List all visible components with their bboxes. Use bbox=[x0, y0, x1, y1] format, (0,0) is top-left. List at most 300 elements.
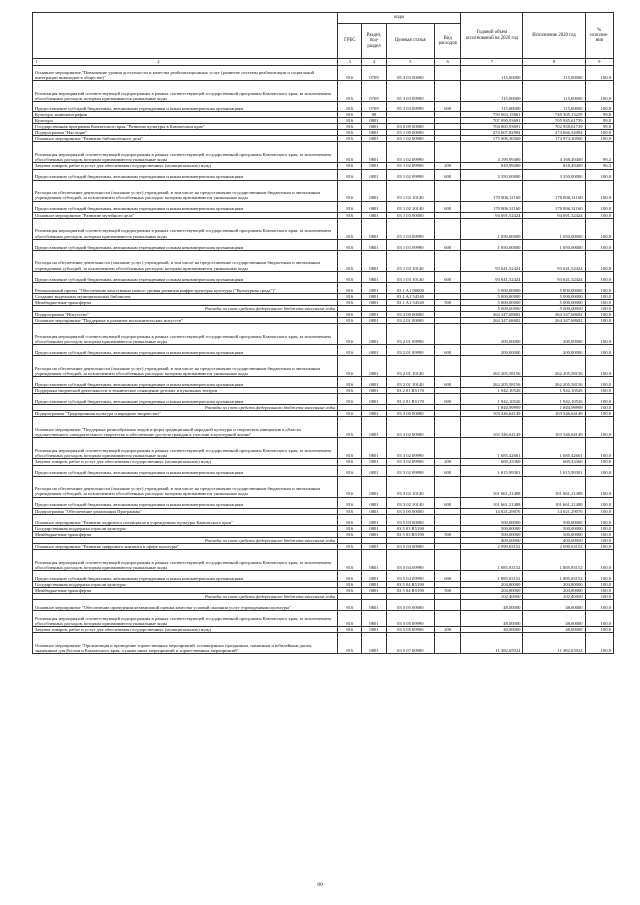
row-pct: 100,0 bbox=[585, 525, 613, 531]
row-target: 03 5 04 00000 bbox=[386, 543, 434, 549]
column-number: 5 bbox=[386, 59, 434, 66]
row-exec: 103 346,64149 bbox=[523, 411, 585, 417]
row-vr bbox=[435, 417, 461, 438]
column-number: 7 bbox=[461, 59, 523, 66]
row-exec: 101 661,21488 bbox=[523, 476, 585, 497]
row-grbs: 816 bbox=[338, 549, 362, 570]
row-grbs: 816 bbox=[338, 345, 362, 356]
row-section: 0801 bbox=[362, 611, 386, 627]
row-plan: 48,00000 bbox=[461, 611, 523, 627]
row-exec: 3 350,00000 bbox=[523, 169, 585, 180]
row-pct: 100,0 bbox=[585, 627, 613, 633]
row-grbs: 816 bbox=[338, 611, 362, 627]
row-exec: 204,80000 bbox=[523, 588, 585, 594]
row-exec: 200,00000 bbox=[523, 345, 585, 356]
header-pct: % исполне-ния bbox=[585, 13, 613, 59]
page-number: 80 bbox=[317, 882, 323, 888]
row-section: 0801 bbox=[362, 570, 386, 581]
row-pct: 100,0 bbox=[585, 239, 613, 250]
header-target: Целевая статья bbox=[386, 24, 434, 59]
row-section: 0801 bbox=[362, 239, 386, 250]
budget-table-page bbox=[32, 12, 614, 654]
row-plan: 101 661,21488 bbox=[461, 497, 523, 508]
row-name: Расходы на обеспечение деятельности (оказание услуг) учреждений, в том числе на предоставление государственным бюджетным и автономным учреждениям субсидий, за исключением обособленных расходов, которым присваиваются уникальные коды bbox=[33, 250, 338, 271]
row-name: Предоставление субсидий бюджетным, автономным учреждениям и иным некоммерческим организациям bbox=[33, 497, 338, 508]
header-codes: коды bbox=[338, 13, 461, 24]
row-target: 03 2 01 10140 bbox=[386, 356, 434, 377]
row-grbs: 816 bbox=[338, 465, 362, 476]
row-pct: 100,0 bbox=[585, 324, 613, 345]
table-row bbox=[33, 438, 614, 459]
row-exec: 200,00000 bbox=[523, 324, 585, 345]
row-target: 03 5 03 00000 bbox=[386, 514, 434, 525]
row-target: 03 1 03 10140 bbox=[386, 271, 434, 282]
row-pct: 100,0 bbox=[585, 201, 613, 212]
row-name: Расходы на обеспечение деятельности (оказание услуг) учреждений, в том числе на предоставление государственным бюджетным и автономным учреждениям субсидий, за исключением обособленных расходов, которым присваиваются уникальные коды bbox=[33, 476, 338, 497]
row-section: 0801 bbox=[362, 600, 386, 611]
row-section: 0801 bbox=[362, 377, 386, 388]
row-grbs: 816 bbox=[338, 356, 362, 377]
row-target: 03 5 03 R5190 bbox=[386, 531, 434, 537]
row-section: 0801 bbox=[362, 180, 386, 201]
row-exec: 1 942,10526 bbox=[523, 388, 585, 394]
row-plan: 262 205,58156 bbox=[461, 356, 523, 377]
row-name: Основное мероприятие "Поддержка разнообразных видов и форм традиционной народной культуры и творческих инициатив в области художественного самодеятельного творчества и обеспечение доступа граждан к участию в культурной жизни" bbox=[33, 417, 338, 438]
row-plan: 5 000,00000 bbox=[461, 299, 523, 305]
row-exec: 5 000,00000 bbox=[523, 282, 585, 293]
row-name: Предоставление субсидий бюджетным, автономным учреждениям и иным некоммерческим организациям bbox=[33, 345, 338, 356]
row-pct: 100,0 bbox=[585, 588, 613, 594]
row-grbs: 816 bbox=[338, 102, 362, 112]
row-exec: 274 666,32084 bbox=[523, 130, 585, 136]
row-exec: 11 382,65924 bbox=[523, 633, 585, 654]
row-pct: 100,0 bbox=[585, 180, 613, 201]
row-exec: 94 691,52424 bbox=[523, 212, 585, 218]
row-target: 03 5 05 09990 bbox=[386, 611, 434, 627]
row-name: Реализация мероприятий соответствующей подпрограммы в рамках соответствующей государственной программы Камчатского края, за исключением обособленных расходов, которым присваиваются уникальные коды bbox=[33, 438, 338, 459]
table-row bbox=[33, 66, 614, 81]
row-target: 03 2 01 00000 bbox=[386, 318, 434, 324]
row-section: 0801 bbox=[362, 459, 386, 465]
table-row bbox=[33, 271, 614, 282]
row-plan: 2 090,63152 bbox=[461, 543, 523, 549]
row-section: 0801 bbox=[362, 142, 386, 163]
table-row bbox=[33, 611, 614, 627]
row-name: Поддержка творческой деятельности и техническое оснащение детских и кукольных театров bbox=[33, 388, 338, 394]
row-target: 03 3 02 10140 bbox=[386, 476, 434, 497]
row-grbs: 816 bbox=[338, 271, 362, 282]
header-plan: Годовой объем ассигнований на 2020 год bbox=[461, 13, 523, 59]
row-plan: 200,00000 bbox=[461, 345, 523, 356]
column-number: 9 bbox=[585, 59, 613, 66]
table-row bbox=[33, 465, 614, 476]
row-plan: 274 607,82984 bbox=[461, 130, 523, 136]
row-plan: 115,00000 bbox=[461, 102, 523, 112]
row-section: 0801 bbox=[362, 136, 386, 142]
row-section: 0801 bbox=[362, 299, 386, 305]
row-grbs: 816 bbox=[338, 112, 362, 118]
row-name: Реализация мероприятий соответствующей подпрограммы в рамках соответствующей государственной программы Камчатского края, за исключением обособленных расходов, которым присваиваются уникальные коды bbox=[33, 549, 338, 570]
row-exec: 170 806,31160 bbox=[523, 201, 585, 212]
row-pct: 100,0 bbox=[585, 318, 613, 324]
row-name: Закупка товаров, работ и услуг для обеспечения государственных (муниципальных) нужд bbox=[33, 459, 338, 465]
row-section: 0801 bbox=[362, 201, 386, 212]
row-grbs: 816 bbox=[338, 250, 362, 271]
row-target: 03 3 02 09990 bbox=[386, 465, 434, 476]
row-pct: 100,0 bbox=[585, 411, 613, 417]
row-vr: 600 bbox=[435, 377, 461, 388]
row-pct: 100,0 bbox=[585, 633, 613, 654]
row-plan: 1 685,42661 bbox=[461, 438, 523, 459]
row-plan: 704 065,93691 bbox=[461, 124, 523, 130]
row-target: 03 3 02 09990 bbox=[386, 438, 434, 459]
row-section: 0801 bbox=[362, 417, 386, 438]
row-vr bbox=[435, 66, 461, 81]
row-plan: 1 885,83152 bbox=[461, 570, 523, 581]
row-name: Основное мероприятие "Развитие библиотечного дела" bbox=[33, 136, 338, 142]
row-pct: 100,0 bbox=[585, 169, 613, 180]
row-section: 0801 bbox=[362, 218, 386, 239]
row-target: 03 3 02 00000 bbox=[386, 417, 434, 438]
row-target: 05 3 03 09990 bbox=[386, 102, 434, 112]
row-vr: 200 bbox=[435, 163, 461, 169]
row-grbs: 816 bbox=[338, 218, 362, 239]
row-exec: 93 641,52424 bbox=[523, 271, 585, 282]
row-section: 0801 bbox=[362, 411, 386, 417]
row-grbs: 816 bbox=[338, 201, 362, 212]
row-pct: 100,0 bbox=[585, 394, 613, 405]
row-section: 0801 bbox=[362, 356, 386, 377]
table-row bbox=[33, 633, 614, 654]
row-section: 0801 bbox=[362, 531, 386, 537]
row-name: Подпрограмма "Искусство" bbox=[33, 311, 338, 317]
row-plan: 93 641,52424 bbox=[461, 250, 523, 271]
row-target: 03 2 01 R5170 bbox=[386, 388, 434, 394]
column-number: 6 bbox=[435, 59, 461, 66]
row-plan: 3 350,00000 bbox=[461, 169, 523, 180]
row-section: 0801 bbox=[362, 508, 386, 514]
row-target: 03 2 01 09990 bbox=[386, 345, 434, 356]
row-grbs: 816 bbox=[338, 124, 362, 130]
row-name: Расходы на обеспечение деятельности (оказание услуг) учреждений, в том числе на предоставление государственным бюджетным и автономным учреждениям субсидий, за исключением обособленных расходов, которым присваиваются уникальные коды bbox=[33, 180, 338, 201]
row-name: Основное мероприятие "Повышение уровня доступности и качества реабилитационных услуг (развитие системы реабилитации и социальной интеграции инвалидов в обществе)" bbox=[33, 66, 338, 81]
row-target: 03 3 00 00000 bbox=[386, 411, 434, 417]
row-plan: 849,99400 bbox=[461, 163, 523, 169]
row-pct: 100,0 bbox=[585, 130, 613, 136]
row-plan: 750 663,15861 bbox=[461, 112, 523, 118]
row-name: Подпрограмма "Наследие" bbox=[33, 130, 338, 136]
row-vr: 200 bbox=[435, 627, 461, 633]
row-plan: 102,40000 bbox=[461, 594, 523, 600]
row-plan: 264 347,68682 bbox=[461, 311, 523, 317]
row-plan: 48,00000 bbox=[461, 627, 523, 633]
row-grbs: 816 bbox=[338, 627, 362, 633]
row-grbs: 816 bbox=[338, 163, 362, 169]
row-section: 0801 bbox=[362, 124, 386, 130]
row-exec: 5 000,00000 bbox=[523, 293, 585, 299]
row-target: 05 3 03 00000 bbox=[386, 66, 434, 81]
row-plan: 4 199,99400 bbox=[461, 142, 523, 163]
row-target: 03 1 A1 00000 bbox=[386, 282, 434, 293]
row-plan: 1 050,00000 bbox=[461, 239, 523, 250]
column-number: 4 bbox=[362, 59, 386, 66]
row-section: 0801 bbox=[362, 465, 386, 476]
row-grbs: 816 bbox=[338, 411, 362, 417]
table-row bbox=[33, 377, 614, 388]
row-name: Межбюджетные трансферты bbox=[33, 299, 338, 305]
row-name: Региональный проект "Обеспечение качественно нового уровня развития инфраструктуры культуры ("Культурная среда")" bbox=[33, 282, 338, 293]
row-plan: 200,00000 bbox=[461, 324, 523, 345]
row-section: 0801 bbox=[362, 633, 386, 654]
budget-table bbox=[32, 12, 614, 654]
row-plan: 1 050,00000 bbox=[461, 218, 523, 239]
row-exec: 1 015,99301 bbox=[523, 465, 585, 476]
row-grbs: 816 bbox=[338, 600, 362, 611]
table-row bbox=[33, 345, 614, 356]
row-vr bbox=[435, 142, 461, 163]
row-vr: 600 bbox=[435, 570, 461, 581]
row-plan: 1 885,83152 bbox=[461, 549, 523, 570]
row-plan: 5 000,00000 bbox=[461, 305, 523, 311]
row-target: 05 3 03 09990 bbox=[386, 81, 434, 102]
row-exec: 400,00000 bbox=[523, 537, 585, 543]
row-name: Реализация мероприятий соответствующей подпрограммы в рамках соответствующей государственной программы Камчатского края, за исключением обособленных расходов, которым присваиваются уникальные коды bbox=[33, 611, 338, 627]
row-pct: 100,0 bbox=[585, 388, 613, 394]
row-grbs: 816 bbox=[338, 581, 362, 587]
row-vr bbox=[435, 549, 461, 570]
row-grbs: 816 bbox=[338, 377, 362, 388]
row-name: Предоставление субсидий бюджетным, автономным учреждениям и иным некоммерческим организациям bbox=[33, 239, 338, 250]
row-vr bbox=[435, 438, 461, 459]
row-section: 0801 bbox=[362, 345, 386, 356]
row-vr: 600 bbox=[435, 102, 461, 112]
row-exec: 115,00000 bbox=[523, 81, 585, 102]
row-plan: 103 346,64149 bbox=[461, 417, 523, 438]
row-target: 03 1 A1 54540 bbox=[386, 293, 434, 299]
row-exec: 48,00000 bbox=[523, 627, 585, 633]
table-row bbox=[33, 570, 614, 581]
row-exec: 749 305,13259 bbox=[523, 112, 585, 118]
table-row bbox=[33, 497, 614, 508]
row-section: 0801 bbox=[362, 588, 386, 594]
row-vr bbox=[435, 633, 461, 654]
row-grbs: 816 bbox=[338, 81, 362, 102]
row-target: 03 3 02 09990 bbox=[386, 459, 434, 465]
row-exec: 48,00000 bbox=[523, 600, 585, 611]
table-row bbox=[33, 142, 614, 163]
row-section: 0801 bbox=[362, 514, 386, 525]
row-target: 03 1 A1 54540 bbox=[386, 299, 434, 305]
row-grbs: 816 bbox=[338, 66, 362, 81]
row-target: 03 2 01 10140 bbox=[386, 377, 434, 388]
row-plan: 175 006,30560 bbox=[461, 136, 523, 142]
row-plan: 48,00000 bbox=[461, 600, 523, 611]
row-vr bbox=[435, 356, 461, 377]
row-exec: 2 090,63152 bbox=[523, 543, 585, 549]
row-vr: 600 bbox=[435, 394, 461, 405]
row-pct: 100,0 bbox=[585, 311, 613, 317]
row-pct: 96,3 bbox=[585, 163, 613, 169]
row-pct: 100,0 bbox=[585, 136, 613, 142]
table-row bbox=[33, 169, 614, 180]
table-row bbox=[33, 102, 614, 112]
row-section: 0801 bbox=[362, 497, 386, 508]
row-name: Закупка товаров, работ и услуг для обеспечения государственных (муниципальных) нужд bbox=[33, 627, 338, 633]
row-target: 03 5 03 R5190 bbox=[386, 525, 434, 531]
row-vr: 500 bbox=[435, 531, 461, 537]
row-exec: 1 885,83152 bbox=[523, 549, 585, 570]
row-vr bbox=[435, 180, 461, 201]
row-vr bbox=[435, 514, 461, 525]
row-plan: 500,00000 bbox=[461, 525, 523, 531]
row-plan: 262 205,58156 bbox=[461, 377, 523, 388]
row-vr: 600 bbox=[435, 239, 461, 250]
row-plan: 14 021,29076 bbox=[461, 508, 523, 514]
row-pct: 100,0 bbox=[585, 476, 613, 497]
row-section: 0801 bbox=[362, 388, 386, 394]
row-exec: 500,00000 bbox=[523, 514, 585, 525]
row-grbs: 816 bbox=[338, 169, 362, 180]
row-plan: 94 691,52424 bbox=[461, 212, 523, 218]
row-exec: 702 958,61739 bbox=[523, 124, 585, 130]
row-pct: 100,0 bbox=[585, 305, 613, 311]
table-row bbox=[33, 250, 614, 271]
row-pct: 100,0 bbox=[585, 102, 613, 112]
row-exec: 115,00000 bbox=[523, 66, 585, 81]
row-plan: 1 844,99999 bbox=[461, 405, 523, 411]
row-pct: 100,0 bbox=[585, 508, 613, 514]
row-target: 03 5 04 09990 bbox=[386, 570, 434, 581]
row-target: 03 2 01 09990 bbox=[386, 324, 434, 345]
row-name: Основное мероприятие "Поддержка и развитие исполнительских искусств" bbox=[33, 318, 338, 324]
row-name: Создание модельных муниципальных библиотек bbox=[33, 293, 338, 299]
row-name: Реализация мероприятий соответствующей подпрограммы в рамках соответствующей государственной программы Камчатского края, за исключением обособленных расходов, которым присваиваются уникальные коды bbox=[33, 142, 338, 163]
row-exec: 500,00000 bbox=[523, 531, 585, 537]
header-name-cell bbox=[33, 13, 338, 59]
row-name: Реализация мероприятий соответствующей подпрограммы в рамках соответствующей государственной программы Камчатского края, за исключением обособленных расходов, которым присваиваются уникальные коды bbox=[33, 81, 338, 102]
row-plan: 400,00000 bbox=[461, 537, 523, 543]
row-name: Межбюджетные трансферты bbox=[33, 531, 338, 537]
row-pct: 100,0 bbox=[585, 537, 613, 543]
table-row bbox=[33, 81, 614, 102]
row-grbs: 816 bbox=[338, 180, 362, 201]
row-target: 03 5 05 00000 bbox=[386, 600, 434, 611]
row-exec: 103 346,64149 bbox=[523, 417, 585, 438]
table-row bbox=[33, 201, 614, 212]
row-pct: 100,0 bbox=[585, 570, 613, 581]
row-target: 03 1 02 10140 bbox=[386, 201, 434, 212]
row-plan: 1 015,99301 bbox=[461, 465, 523, 476]
row-section: 0801 bbox=[362, 311, 386, 317]
row-pct: 100,0 bbox=[585, 345, 613, 356]
row-target: 03 1 02 09990 bbox=[386, 169, 434, 180]
row-exec: 1 844,99999 bbox=[523, 405, 585, 411]
row-pct: 100,0 bbox=[585, 514, 613, 525]
row-exec: 669,43360 bbox=[523, 459, 585, 465]
header-exec: Исполнение 2020 год bbox=[523, 13, 585, 59]
row-section: 0801 bbox=[362, 293, 386, 299]
row-exec: 5 000,00000 bbox=[523, 305, 585, 311]
table-row bbox=[33, 600, 614, 611]
row-name: Реализация мероприятий соответствующей подпрограммы в рамках соответствующей государственной программы Камчатского края, за исключением обособленных расходов, которым присваиваются уникальные коды bbox=[33, 218, 338, 239]
row-pct: 100,0 bbox=[585, 212, 613, 218]
row-exec: 5 000,00000 bbox=[523, 299, 585, 305]
row-grbs: 816 bbox=[338, 514, 362, 525]
column-number: 2 bbox=[157, 59, 160, 65]
row-section: 0801 bbox=[362, 525, 386, 531]
row-target: 03 5 04 09990 bbox=[386, 549, 434, 570]
row-grbs: 816 bbox=[338, 293, 362, 299]
row-section: 0801 bbox=[362, 250, 386, 271]
row-grbs: 816 bbox=[338, 324, 362, 345]
header-vr: Вид расходов bbox=[435, 24, 461, 59]
row-pct: 100,0 bbox=[585, 611, 613, 627]
row-grbs: 816 bbox=[338, 459, 362, 465]
row-section: 0801 bbox=[362, 130, 386, 136]
row-pct: 100,0 bbox=[585, 543, 613, 549]
row-name: Подпрограмма "Традиционная культура и народное творчество" bbox=[33, 411, 338, 417]
row-vr: 500 bbox=[435, 588, 461, 594]
row-pct: 100,0 bbox=[585, 66, 613, 81]
row-grbs: 816 bbox=[338, 476, 362, 497]
column-number-row bbox=[33, 59, 614, 66]
row-plan: 170 806,31160 bbox=[461, 201, 523, 212]
row-grbs: 816 bbox=[338, 318, 362, 324]
row-pct: 100,0 bbox=[585, 356, 613, 377]
row-grbs: 816 bbox=[338, 394, 362, 405]
row-target: 03 2 01 R5170 bbox=[386, 394, 434, 405]
row-vr bbox=[435, 81, 461, 102]
row-plan: 103 346,64149 bbox=[461, 411, 523, 417]
row-pct: 100,0 bbox=[585, 250, 613, 271]
row-section: 0709 bbox=[362, 102, 386, 112]
column-number: 8 bbox=[523, 59, 585, 66]
row-name: Закупка товаров, работ и услуг для обеспечения государственных (муниципальных) нужд bbox=[33, 163, 338, 169]
row-section: 0801 bbox=[362, 476, 386, 497]
row-name: Основное мероприятие "Обеспечение проведения независимой оценки качества условий оказания услуг учреждениями культуры" bbox=[33, 600, 338, 611]
row-vr: 200 bbox=[435, 459, 461, 465]
row-section: 0801 bbox=[362, 394, 386, 405]
row-plan: 101 661,21488 bbox=[461, 476, 523, 497]
row-vr: 600 bbox=[435, 169, 461, 180]
row-name: Государственная поддержка отрасли культуры bbox=[33, 525, 338, 531]
row-pct: 100,0 bbox=[585, 282, 613, 293]
row-pct: 100,0 bbox=[585, 218, 613, 239]
row-exec: 4 168,49400 bbox=[523, 142, 585, 163]
row-exec: 705 945,61739 bbox=[523, 118, 585, 124]
row-exec: 170 806,31160 bbox=[523, 180, 585, 201]
row-name: Предоставление субсидий бюджетным, автономным учреждениям и иным некоммерческим организациям bbox=[33, 201, 338, 212]
row-name: Предоставление субсидий бюджетным, автономным учреждениям и иным некоммерческим организациям bbox=[33, 271, 338, 282]
row-target: 03 1 03 09990 bbox=[386, 218, 434, 239]
row-target: 03 1 03 00000 bbox=[386, 212, 434, 218]
row-target: 03 5 07 00000 bbox=[386, 633, 434, 654]
row-vr: 600 bbox=[435, 345, 461, 356]
row-name: Предоставление субсидий бюджетным, автономным учреждениям и иным некоммерческим организациям bbox=[33, 394, 338, 405]
row-plan: 204,80000 bbox=[461, 581, 523, 587]
row-grbs: 816 bbox=[338, 118, 362, 124]
row-plan: 500,00000 bbox=[461, 531, 523, 537]
row-pct: 100,0 bbox=[585, 600, 613, 611]
row-exec: 115,00000 bbox=[523, 102, 585, 112]
row-grbs: 816 bbox=[338, 525, 362, 531]
row-grbs: 816 bbox=[338, 136, 362, 142]
table-row bbox=[33, 218, 614, 239]
row-name: Основное мероприятие "Развитие кадрового потенциала в учреждениях культуры Камчатского края" bbox=[33, 514, 338, 525]
row-exec: 262 205,58156 bbox=[523, 377, 585, 388]
row-target: 03 1 02 09990 bbox=[386, 142, 434, 163]
row-target: 03 5 04 R5190 bbox=[386, 588, 434, 594]
